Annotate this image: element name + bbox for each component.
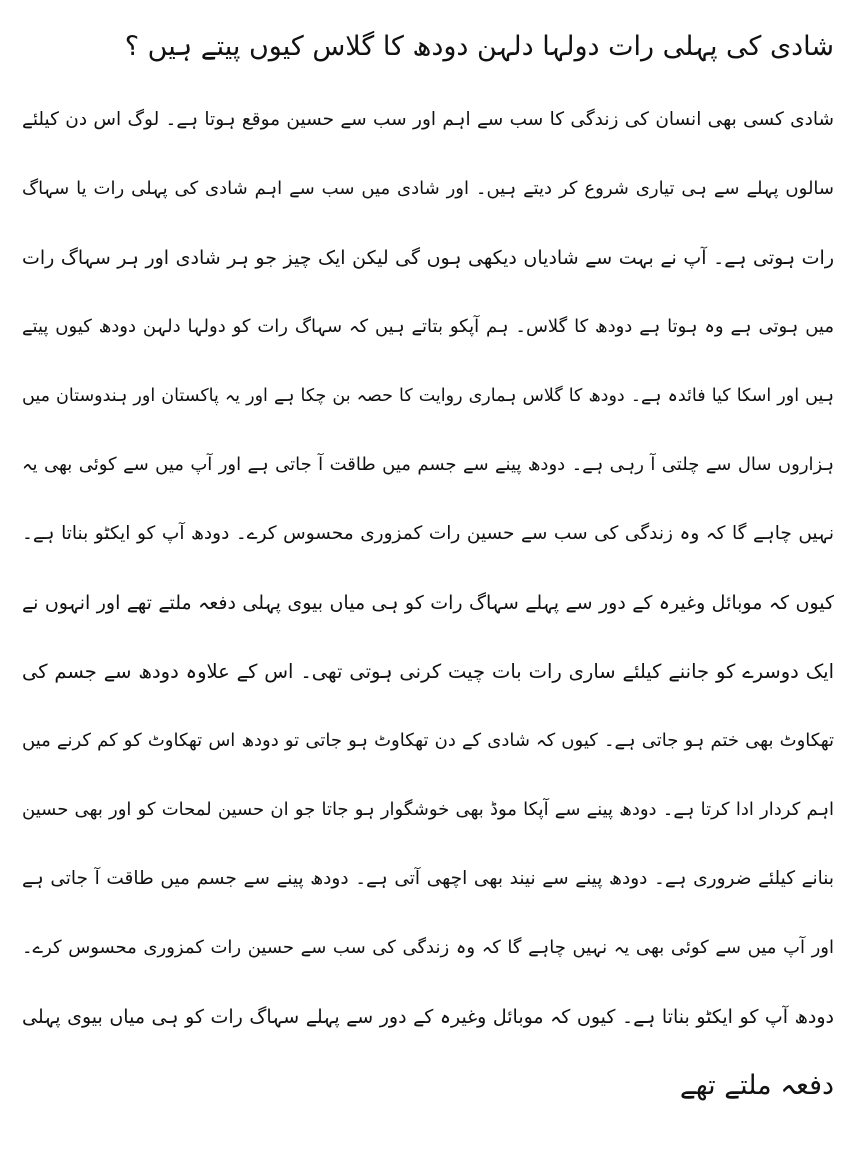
paragraph-line: اور آپ میں سے کوئی بھی یہ نہیں چاہے گا کہ وہ زندگی کی سب سے حسین رات کمزوری محسوس کرے۔ [22, 937, 834, 958]
paragraph-line: ہزاروں سال سے چلتی آ رہی ہے۔ دودھ پینے سے جسم میں طاقت آ جاتی ہے اور آپ میں سے کوئی بھی یہ [22, 454, 834, 475]
paragraph-line: نہیں چاہے گا کہ وہ زندگی کی سب سے حسین رات کمزوری محسوس کرے۔ دودھ آپ کو ایکٹو بناتا ہے۔ [22, 523, 834, 544]
paragraph-line: ہیں اور اسکا کیا فائدہ ہے۔ دودھ کا گلاس ہماری روایت کا حصہ بن چکا ہے اور یہ پاکستان اور ہندوستان میں [22, 386, 834, 406]
article-title: شادی کی پہلی رات دولہا دلہن دودھ کا گلاس کیوں پیتے ہیں ؟ [124, 31, 834, 62]
paragraph-line: رات ہوتی ہے۔ آپ نے بہت سے شادیاں دیکھی ہوں گی لیکن ایک چیز جو ہر شادی اور ہر سہاگ رات [22, 247, 834, 269]
paragraph-line: تھکاوٹ بھی ختم ہو جاتی ہے۔ کیوں کہ شادی کے دن تھکاوٹ ہو جاتی تو دودھ اس تھکاوٹ کو کم کرنے میں [22, 730, 834, 751]
paragraph-line: ایک دوسرے کو جاننے کیلئے ساری رات بات چیت کرنی ہوتی تھی۔ اس کے علاوہ دودھ سے جسم کی [22, 660, 834, 683]
paragraph-line: سالوں پہلے سے ہی تیاری شروع کر دیتے ہیں۔ اور شادی میں سب سے اہم شادی کی پہلی رات یا سہاگ [22, 178, 834, 199]
paragraph-line: شادی کسی بھی انسان کی زندگی کا سب سے اہم اور سب سے حسین موقع ہوتا ہے۔ لوگ اس دن کیلئے [22, 109, 834, 130]
paragraph-line-last: دفعہ ملتے تھے [679, 1070, 834, 1101]
paragraph-line: میں ہوتی ہے وہ ہوتا ہے دودھ کا گلاس۔ ہم آپکو بتاتے ہیں کہ سہاگ رات کو دولہا دلہن دودھ کیوں پیتے [22, 316, 834, 337]
paragraph-line: اہم کردار ادا کرتا ہے۔ دودھ پینے سے آپکا موڈ بھی خوشگوار ہو جاتا جو ان حسین لمحات کو اور بھی حسین [22, 799, 834, 820]
paragraph-line: دودھ آپ کو ایکٹو بناتا ہے۔ کیوں کہ موبائل وغیرہ کے دور سے پہلے سہاگ رات کو ہی میاں بیوی پہلی [22, 1006, 834, 1028]
paragraph-line: کیوں کہ موبائل وغیرہ کے دور سے پہلے سہاگ رات کو ہی میاں بیوی پہلی دفعہ ملتے تھے اور انہوں نے [22, 592, 834, 614]
paragraph-line: بنانے کیلئے ضروری ہے۔ دودھ پینے سے نیند بھی اچھی آتی ہے۔ دودھ پینے سے جسم میں طاقت آ جاتی ہے [22, 868, 834, 889]
